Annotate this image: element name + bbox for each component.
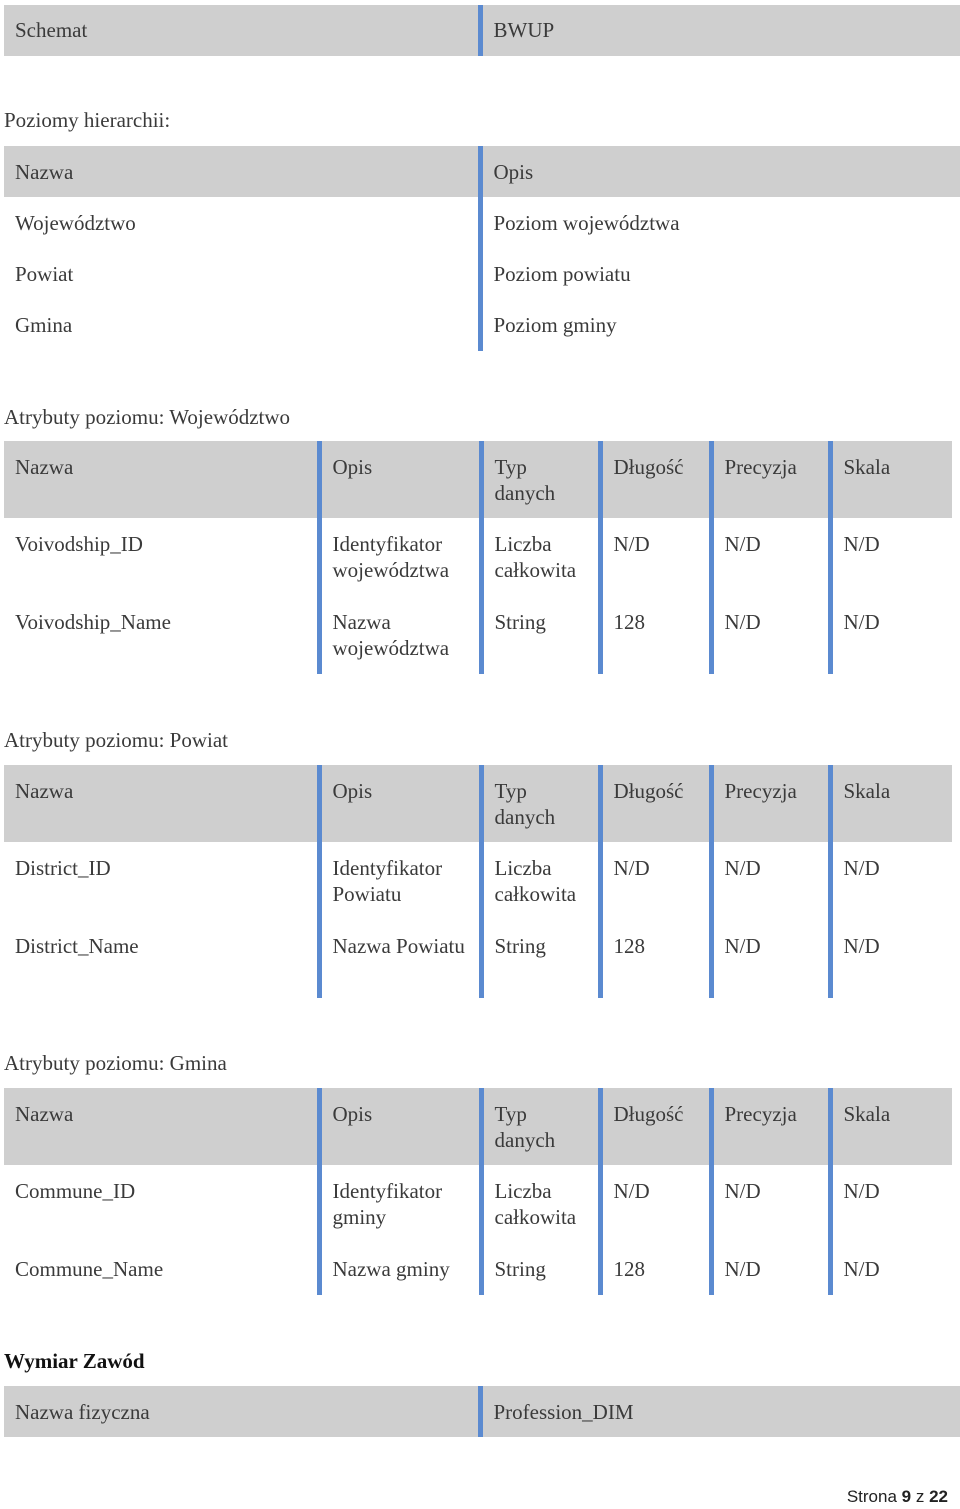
- header-dlugosc: Długość: [600, 765, 711, 842]
- attr-skala: N/D: [830, 842, 952, 920]
- attr-nazwa: Commune_ID: [15, 1179, 136, 1203]
- voivodship-heading: Atrybuty poziomu: Województwo: [4, 405, 291, 429]
- attr-skala: N/D: [830, 920, 952, 998]
- levels-heading: Poziomy hierarchii:: [4, 108, 171, 132]
- attr-opis: Identyfikator gminy: [319, 1165, 481, 1243]
- table-row: [4, 1165, 952, 1243]
- level-name: Województwo: [15, 211, 136, 235]
- attr-nazwa: Voivodship_ID: [15, 532, 143, 556]
- table-row: [4, 842, 952, 920]
- attr-opis: Nazwa Powiatu: [319, 920, 481, 998]
- dimension-label: Nazwa fizyczna: [4, 1386, 480, 1437]
- attr-precyzja: N/D: [711, 920, 830, 998]
- attr-skala: N/D: [830, 1243, 952, 1295]
- levels-header-opis: Opis: [480, 146, 960, 197]
- level-description: Poziom województwa: [480, 197, 960, 248]
- page-number: [847, 1487, 948, 1507]
- table-row: [4, 248, 960, 299]
- attr-opis: Identyfikator Powiatu: [319, 842, 481, 920]
- schema-value: BWUP: [480, 5, 960, 56]
- header-precyzja: Precyzja: [711, 1088, 830, 1165]
- header-precyzja: Precyzja: [711, 765, 830, 842]
- voivodship-attributes-table: [4, 441, 952, 674]
- attr-opis: Identyfikator województwa: [319, 518, 481, 596]
- header-precyzja: Precyzja: [711, 441, 830, 518]
- attr-dlugosc: N/D: [600, 842, 711, 920]
- dimension-value: Profession_DIM: [480, 1386, 960, 1437]
- commune-attributes-table: [4, 1088, 952, 1295]
- attr-opis: Nazwa województwa: [319, 596, 481, 674]
- table-row: [4, 299, 960, 351]
- header-dlugosc: Długość: [600, 441, 711, 518]
- attr-skala: N/D: [830, 1165, 952, 1243]
- attr-precyzja: N/D: [711, 842, 830, 920]
- attr-typ: String: [481, 1243, 600, 1295]
- table-row: [4, 197, 960, 248]
- attr-opis: Nazwa gminy: [319, 1243, 481, 1295]
- attr-dlugosc: 128: [600, 596, 711, 674]
- schema-table: [4, 5, 960, 56]
- schema-label: Schemat: [4, 5, 480, 56]
- attr-precyzja: N/D: [711, 1243, 830, 1295]
- attr-dlugosc: 128: [600, 920, 711, 998]
- level-description: Poziom powiatu: [480, 248, 960, 299]
- header-skala: Skala: [830, 441, 952, 518]
- attr-precyzja: N/D: [711, 518, 830, 596]
- level-description: Poziom gminy: [480, 299, 960, 351]
- attr-typ: Liczba całkowita: [481, 1165, 600, 1243]
- attr-nazwa: District_ID: [15, 856, 111, 880]
- header-skala: Skala: [830, 1088, 952, 1165]
- header-opis: Opis: [319, 765, 481, 842]
- attr-typ: String: [481, 596, 600, 674]
- header-typ: Typ danych: [481, 441, 600, 518]
- page-number-total: 22: [929, 1487, 948, 1506]
- header-nazwa: Nazwa: [4, 765, 319, 842]
- attr-skala: N/D: [830, 518, 952, 596]
- attr-typ: Liczba całkowita: [481, 518, 600, 596]
- attr-precyzja: N/D: [711, 1165, 830, 1243]
- level-name: Powiat: [15, 262, 74, 286]
- header-typ: Typ danych: [481, 1088, 600, 1165]
- dimension-table: [4, 1386, 960, 1437]
- table-row: [4, 518, 952, 596]
- attr-typ: String: [481, 920, 600, 998]
- attr-dlugosc: N/D: [600, 1165, 711, 1243]
- table-row: [4, 596, 952, 674]
- table-row: [4, 1243, 952, 1295]
- header-opis: Opis: [319, 1088, 481, 1165]
- district-heading: Atrybuty poziomu: Powiat: [4, 728, 228, 752]
- header-skala: Skala: [830, 765, 952, 842]
- attr-dlugosc: N/D: [600, 518, 711, 596]
- attr-dlugosc: 128: [600, 1243, 711, 1295]
- attr-skala: N/D: [830, 596, 952, 674]
- header-nazwa: Nazwa: [4, 1088, 319, 1165]
- level-name: Gmina: [15, 313, 73, 337]
- levels-header-nazwa: Nazwa: [4, 146, 480, 197]
- attr-nazwa: District_Name: [15, 934, 139, 958]
- attr-nazwa: Commune_Name: [15, 1257, 164, 1281]
- page-number-prefix: Strona: [846, 1487, 897, 1506]
- levels-table: [4, 146, 960, 351]
- district-attributes-table: [4, 765, 952, 998]
- header-opis: Opis: [319, 441, 481, 518]
- page-number-sep: z: [915, 1487, 925, 1506]
- attr-nazwa: Voivodship_Name: [15, 610, 171, 634]
- commune-heading: Atrybuty poziomu: Gmina: [4, 1051, 227, 1075]
- header-typ: Typ danych: [481, 765, 600, 842]
- page-number-current: 9: [901, 1487, 912, 1506]
- dimension-heading: Wymiar Zawód: [4, 1349, 145, 1373]
- attr-precyzja: N/D: [711, 596, 830, 674]
- table-row: [4, 920, 952, 998]
- header-dlugosc: Długość: [600, 1088, 711, 1165]
- attr-typ: Liczba całkowita: [481, 842, 600, 920]
- header-nazwa: Nazwa: [4, 441, 319, 518]
